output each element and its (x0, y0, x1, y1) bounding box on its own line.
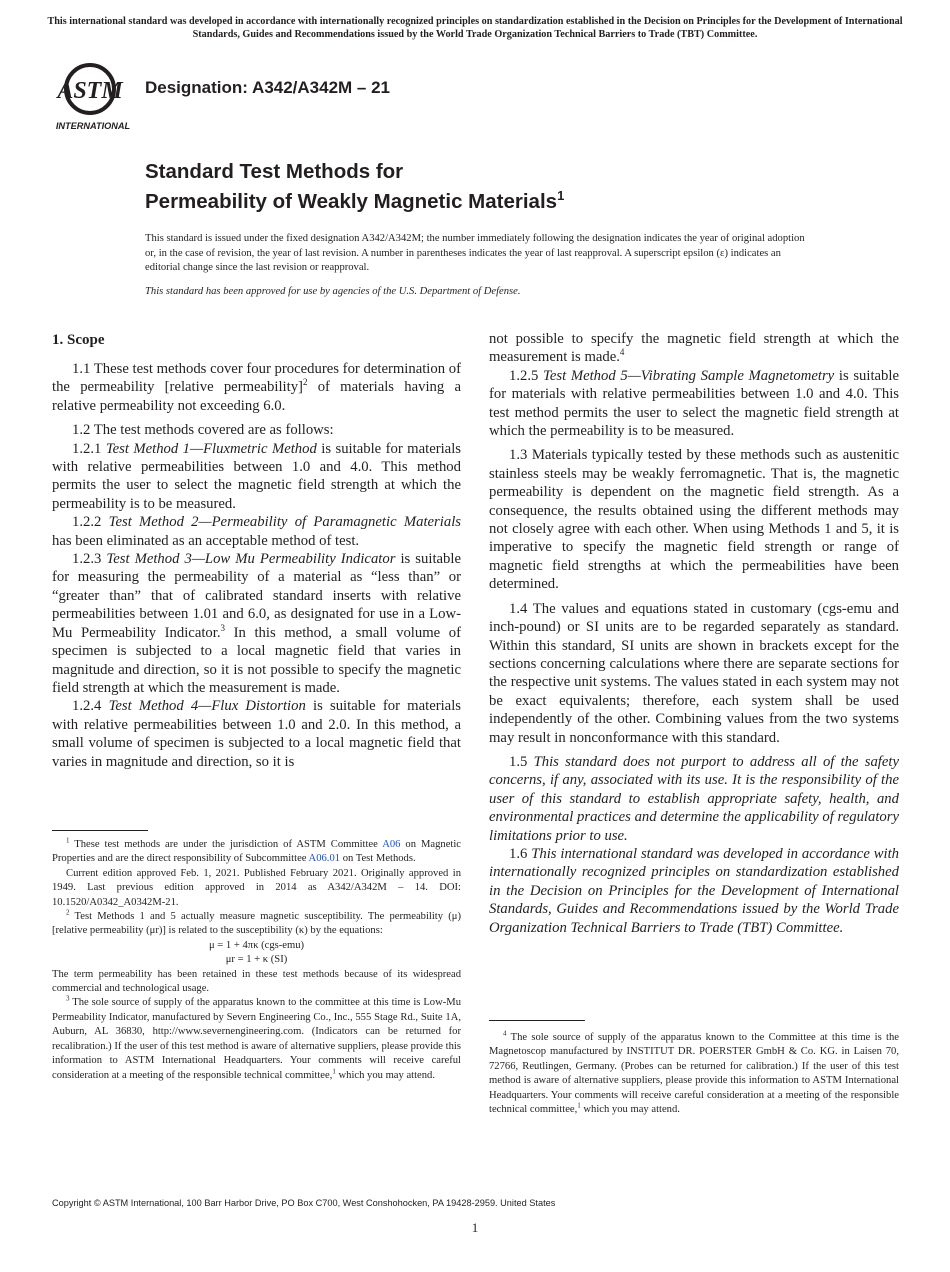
footnote-1: $^1$ These test methods are under the jurisdiction of ASTM Committee A06 on Magnetic Properties and are the direct responsibility of Subcommittee A06.01 on Test Methods. (52, 836, 461, 865)
footnote-2-after: The term permeability has been retained in these test methods because of its widespread commercial and technological usage. (52, 968, 461, 995)
footnote-divider-left (52, 830, 148, 831)
footnote-3: $^3$ The sole source of supply of the apparatus known to the committee at this time is Low-Mu Permeability Indicator, manufactured by Severn Engineering Co., Inc., 555 Stage Rd., Suite 1A, Auburn, AL 36830, http://www.severnengineering.com. (Indicators can be returned for recalibration.) If the user of this test method is aware of alternative suppliers, please provide this information to ASTM International Headquarters. Your comments will receive careful consideration at a meeting of the responsible technical committee,$^1$ which you may attend. (52, 994, 461, 1081)
title-line-2-text: Permeability of Weakly Magnetic Materials (145, 189, 558, 213)
equation-cgs: μ = 1 + 4πκ (cgs-emu) (208, 939, 305, 951)
logo-text: ASTM (57, 78, 123, 104)
title-line-1: Standard Test Methods for (145, 160, 404, 183)
paragraph-1-2-2: 1.2.2 Test Method 2—Permeability of Paramagnetic Materials has been eliminated as an acceptable method of test. (52, 514, 461, 549)
top-notice: This international standard was developed in accordance with internationally recognized principles on standardization established in the Decision on Principles for the Development of International Standards, Guides and Recommendations issued by the World Trade Organization Technical Barriers to Trade (TBT) Committee. (47, 16, 903, 40)
paragraph-1-2: 1.2 The test methods covered are as follows: (72, 422, 334, 439)
paragraph-1-2-5: 1.2.5 Test Method 5—Vibrating Sample Magnetometry is suitable for materials with relative permeabilities between 1.0 and 4.0. This test method permits the user to select the magnetic field strength at which the permeability is to be measured. (489, 367, 900, 440)
footnotes-right (489, 1031, 899, 1117)
footnote-divider-right (489, 1020, 585, 1021)
paragraph-1-2-3: 1.2.3 Test Method 3—Low Mu Permeability Indicator is suitable for measuring the permeability of a material as “less than” or “greater than” that of calibrated standard inserts with relative permeabilities between 1.01 and 6.0, as designated for use in a Low-Mu Permeability Indicator.$^3$ In this method, a small volume of specimen is subjected to a local magnetic field that varies in magnitude and direction, so it is not possible to specify the magnetic field strength at which the measurement is made. (52, 551, 461, 696)
paragraph-1-2-1: 1.2.1 Test Method 1—Fluxmetric Method is suitable for materials with relative permeabilities between 1.0 and 4.0. This method permits the user to select the magnetic field strength at which the permeability is to be measured. (52, 440, 461, 512)
title-line-2 (145, 184, 564, 214)
paragraph-1-1: 1.1 These test methods cover four procedures for determination of the permeability [relative permeability]$^2$ of materials having a relative permeability not exceeding 6.0. (52, 361, 461, 414)
right-column (489, 330, 899, 937)
page-number: 1 (471, 1220, 479, 1235)
footnote-2: $^2$ Test Methods 1 and 5 actually measure magnetic susceptibility. The permeability (μ) [relative permeability (μr)] is related to the susceptibility (κ) by the equations: (52, 908, 461, 937)
paragraph-1-3: 1.3 Materials typically tested by these methods such as austenitic stainless steels may be weakly ferromagnetic. That is, the magnetic permeability is dependent on the magnetic field strength. As a consequence, the results obtained using the different methods may not closely agree with each other. When using Methods 1 and 5, it is imperative to specify the magnetic field strength or range of magnetic field strengths at which the permeabilities have been determined. (489, 447, 899, 593)
designation: Designation: A342/A342M – 21 (145, 78, 391, 97)
logo-subtext: INTERNATIONAL (55, 121, 131, 131)
footnote-1-edition: Current edition approved Feb. 1, 2021. Published February 2021. Originally approved in 1949. Last previous edition approved in 2014 as A342/A342M – 14. DOI: 10.1520/A0342_A0342M-21. (52, 867, 461, 908)
astm-logo (52, 58, 134, 132)
committee-link-a06[interactable]: A06 (382, 839, 401, 850)
left-column (52, 330, 461, 771)
footnotes-left (52, 838, 461, 1083)
subcommittee-link-a06-01[interactable]: A06.01 (308, 853, 341, 865)
footnote-4: $^4$ The sole source of supply of the apparatus known to the Committee at this time is the Magnetoscop manufactured by INSTITUT DR. POERSTER GmbH & Co. KG. in Laisen 70, 72766, Reutlingen, Germany. (Probes can be returned for calibration.) If the user of this test method is aware of alternative suppliers, please provide this information to ASTM International Headquarters. Your comments will receive careful consideration at a meeting of the responsible technical committee,$^1$ which you may attend. (489, 1029, 899, 1116)
paragraph-1-2-4-continued: not possible to specify the magnetic field strength at which the measurement is made.$^4$ (489, 331, 899, 366)
equation-si: μr = 1 + κ (SI) (225, 954, 288, 966)
copyright: Copyright © ASTM International, 100 Barr Harbor Drive, PO Box C700, West Conshohocken, PA 19428-2959. United States (52, 1198, 556, 1208)
section-heading: 1. Scope (52, 332, 105, 348)
paragraph-1-2-4: 1.2.4 Test Method 4—Flux Distortion is suitable for materials with relative permeabilities between 1.0 and 2.0. In this method, a small volume of specimen is subjected to a local magnetic field that varies in magnitude and direction, so it is (52, 698, 461, 770)
paragraph-1-6: 1.6 This international standard was developed in accordance with internationally recognized principles on standardization established in the Decision on Principles for the Development of International Standards, Guides and Recommendations issued by the World Trade Organization Technical Barriers to Trade (TBT) Committee. (489, 845, 899, 936)
approval-note: This standard has been approved for use by agencies of the U.S. Department of Defense. (145, 286, 521, 297)
title-footnote-mark: 1 (557, 188, 565, 203)
paragraph-1-5: 1.5 This standard does not purport to address all of the safety concerns, if any, associated with its use. It is the responsibility of the user of this standard to establish appropriate safety, health, and environmental practices and determine the applicability of regulatory limitations prior to use. (489, 753, 900, 844)
issue-note: This standard is issued under the fixed designation A342/A342M; the number immediately following the designation indicates the year of original adoption or, in the case of revision, the year of last revision. A number in parentheses indicates the year of last reapproval. A superscript epsilon (ε) indicates an editorial change since the last revision or reapproval. (145, 233, 805, 273)
page-title (145, 160, 564, 214)
paragraph-1-4: 1.4 The values and equations stated in customary (cgs-emu and inch-pound) or SI units are to be regarded separately as standard. Within this standard, SI units are shown in brackets except for the sections concerning calculations where there are separate sections for the respective unit systems. The values stated in each system may not be exact equivalents; therefore, each system shall be used independently of the other. Combining values from the two systems may result in nonconformance with this standard. (489, 600, 899, 746)
